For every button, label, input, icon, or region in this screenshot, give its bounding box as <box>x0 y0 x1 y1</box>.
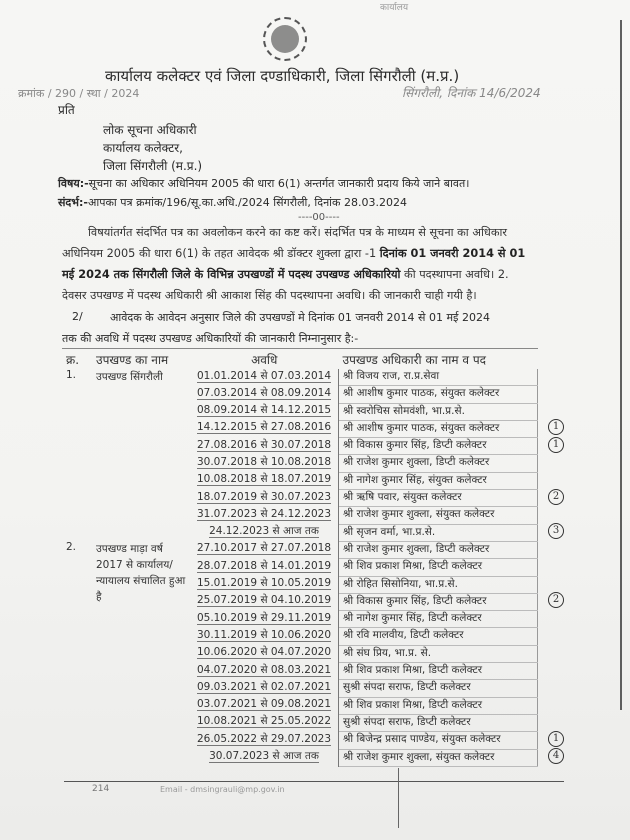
row-annotation <box>538 576 569 593</box>
header-period: अवधि <box>190 349 339 370</box>
paragraph-2-line-1: आवेदक के आवेदन अनुसार जिले की उपखण्डों मे दिनांक 01 जनवरी 2014 से 01 मई 2024 <box>110 311 490 324</box>
period-text: 05.10.2019 से 29.11.2019 <box>196 611 331 624</box>
row-period <box>190 663 339 680</box>
handwritten-circle-number: 1 <box>548 437 564 453</box>
row-period <box>190 576 339 593</box>
table-header-row <box>62 349 568 370</box>
period-text: 04.07.2020 से 08.03.2021 <box>196 663 331 676</box>
handwritten-circle-number: 4 <box>548 748 564 764</box>
page-edge <box>620 20 622 710</box>
row-period <box>190 611 339 628</box>
table-body <box>62 369 568 766</box>
row-period <box>190 403 339 420</box>
row-officer: श्री नागेश कुमार सिंह, डिप्टी कलेक्टर <box>339 611 538 628</box>
header-sn: क्र. <box>62 349 92 370</box>
period-text: 08.09.2014 से 14.12.2015 <box>196 404 331 417</box>
row-annotation <box>538 628 569 645</box>
row-annotation <box>538 663 569 680</box>
period-text: 27.10.2017 से 27.07.2018 <box>196 542 331 555</box>
row-annotation <box>538 611 569 628</box>
row-annotation <box>538 559 569 576</box>
to-label: प्रति <box>58 103 75 117</box>
period-text: 30.07.2018 से 10.08.2018 <box>196 455 331 468</box>
period-text: 09.03.2021 से 02.07.2021 <box>196 680 331 693</box>
row-annotation <box>538 749 569 766</box>
table-row <box>62 541 568 558</box>
row-annotation <box>538 455 569 472</box>
period-text: 24.12.2023 से आज तक <box>209 525 319 538</box>
row-annotation <box>538 732 569 749</box>
row-annotation <box>538 593 569 610</box>
row-period <box>190 507 339 524</box>
row-period <box>190 438 339 455</box>
row-officer: सुश्री संपदा सराफ, डिप्टी कलेक्टर <box>339 680 538 697</box>
period-text: 01.01.2014 से 07.03.2014 <box>196 370 331 382</box>
row-subdivision: उपखण्ड माड़ा वर्ष 2017 से कार्यालय/न्यायालय संचालित हुआ है <box>96 543 186 604</box>
header-annotation <box>538 349 569 370</box>
row-period <box>190 472 339 489</box>
row-subdivision: उपखण्ड सिंगरौली <box>96 371 163 383</box>
row-period <box>190 749 339 766</box>
divider-mark: ----00---- <box>298 212 340 223</box>
period-text: 10.08.2021 से 25.05.2022 <box>196 715 331 728</box>
row-officer: श्री रोहित सिसोनिया, भा.प्र.से. <box>339 576 538 593</box>
period-text: 07.03.2014 से 08.09.2014 <box>196 386 331 399</box>
period-text: 10.06.2020 से 04.07.2020 <box>196 646 331 659</box>
footer-email: Email - dmsingrauli@mp.gov.in <box>160 785 285 794</box>
row-officer: श्री आशीष कुमार पाठक, संयुक्त कलेक्टर <box>339 386 538 403</box>
handwritten-circle-number: 2 <box>548 592 564 608</box>
row-annotation <box>538 524 569 541</box>
row-period <box>190 697 339 714</box>
row-period <box>190 524 339 541</box>
address-line: जिला सिंगरौली (म.प्र.) <box>103 159 203 173</box>
row-period <box>190 680 339 697</box>
row-annotation <box>538 403 569 420</box>
row-serial: 2. <box>66 541 77 554</box>
handwritten-circle-number: 1 <box>548 731 564 747</box>
period-text: 31.07.2023 से 24.12.2023 <box>196 507 331 520</box>
row-period <box>190 714 339 731</box>
top-stamp: कार्यालय <box>380 3 409 13</box>
letter-date: सिंगरौली, दिनांक 14/6/2024 <box>402 86 541 100</box>
row-officer: श्री आशीष कुमार पाठक, संयुक्त कलेक्टर <box>339 420 538 437</box>
period-text: 26.05.2022 से 29.07.2023 <box>196 732 331 745</box>
address-line: लोक सूचना अधिकारी <box>103 123 197 137</box>
table-row <box>62 369 568 386</box>
period-text: 30.07.2023 से आज तक <box>209 750 319 763</box>
paragraph-1 <box>62 222 532 306</box>
paragraph-2-number: 2/ <box>72 310 83 323</box>
row-annotation <box>538 420 569 437</box>
emblem-center <box>271 25 299 53</box>
reference-text: आपका पत्र क्रमांक/196/सू.का.अधि./2024 सिंगरौली, दिनांक 28.03.2024 <box>87 196 407 209</box>
paragraph-1-part2: की पदस्थापना अवधि। 2. देवसर उपखण्ड में पदस्थ अधिकारी श्री आकाश सिंह की पदस्थापना अवधि। की जानकारी चाही गयी है। <box>62 268 509 302</box>
reference-line <box>58 195 407 210</box>
row-annotation <box>538 472 569 489</box>
row-officer: श्री राजेश कुमार शुक्ला, डिप्टी कलेक्टर <box>339 455 538 472</box>
row-officer: श्री विकास कुमार सिंह, डिप्टी कलेक्टर <box>339 438 538 455</box>
row-officer: श्री सृजन वर्मा, भा.प्र.से. <box>339 524 538 541</box>
header-subdivision: उपखण्ड का नाम <box>92 349 190 370</box>
footer-page-number: 214 <box>92 784 110 794</box>
period-text: 25.07.2019 से 04.10.2019 <box>196 594 331 607</box>
row-period <box>190 386 339 403</box>
row-period <box>190 593 339 610</box>
row-annotation <box>538 386 569 403</box>
period-text: 18.07.2019 से 30.07.2023 <box>196 490 331 503</box>
period-text: 27.08.2016 से 30.07.2018 <box>196 438 331 451</box>
row-period <box>190 369 339 386</box>
row-officer: सुश्री संपदा सराफ, डिप्टी कलेक्टर <box>339 714 538 731</box>
address-line: कार्यालय कलेक्टर, <box>103 141 183 155</box>
paragraph-2-line-2: तक की अवधि में पदस्थ उपखण्ड अधिकारियों की जानकारी निम्नानुसार है:- <box>62 332 359 345</box>
row-officer: श्री संघ प्रिय, भा.प्र. से. <box>339 645 538 662</box>
row-period <box>190 420 339 437</box>
row-period <box>190 490 339 507</box>
paragraph-1-part1: विषयांतर्गत संदर्भित पत्र का अवलोकन करने का कष्ट करें। संदर्भित पत्र के माध्यम से सूचना का अधिकार अधिनियम 2005 की धारा 6(1) के तहत आवेदक श्री डॉक्टर शुक्ला द्वारा -1 <box>62 226 508 260</box>
header-officer: उपखण्ड अधिकारी का नाम व पद <box>339 349 538 370</box>
row-officer: श्री स्वरोचिस सोमवंशी, भा.प्र.से. <box>339 403 538 420</box>
officers-table <box>62 348 568 767</box>
subject-text: सूचना का अधिकार अधिनियम 2005 की धारा 6(1) अन्तर्गत जानकारी प्रदाय किये जाने बावत। <box>88 177 470 190</box>
row-officer: श्री शिव प्रकाश मिश्रा, डिप्टी कलेक्टर <box>339 663 538 680</box>
period-text: 30.11.2019 से 10.06.2020 <box>196 628 331 641</box>
period-text: 15.01.2019 से 10.05.2019 <box>196 577 331 590</box>
reference-number: क्रमांक / 290 / स्था / 2024 <box>18 87 140 100</box>
row-officer: श्री नागेश कुमार सिंह, संयुक्त कलेक्टर <box>339 472 538 489</box>
row-annotation <box>538 680 569 697</box>
row-annotation <box>538 645 569 662</box>
row-period <box>190 455 339 472</box>
subject-label: विषय:- <box>58 177 89 190</box>
row-period <box>190 732 339 749</box>
handwritten-circle-number: 2 <box>548 489 564 505</box>
row-annotation <box>538 697 569 714</box>
period-text: 10.08.2018 से 18.07.2019 <box>196 473 331 486</box>
row-officer: श्री राजेश कुमार शुक्ला, संयुक्त कलेक्टर <box>339 507 538 524</box>
row-period <box>190 628 339 645</box>
period-text: 28.07.2018 से 14.01.2019 <box>196 559 331 572</box>
row-serial: 1. <box>66 369 77 381</box>
row-officer: श्री शिव प्रकाश मिश्रा, डिप्टी कलेक्टर <box>339 559 538 576</box>
row-officer: श्री राजेश कुमार शुक्ला, संयुक्त कलेक्टर <box>339 749 538 766</box>
row-annotation <box>538 369 569 386</box>
state-emblem-icon <box>263 17 307 61</box>
row-officer: श्री बिजेन्द्र प्रसाद पाण्डेय, संयुक्त कलेक्टर <box>339 732 538 749</box>
paragraph-1-bold: दिनांक 01 जनवरी 2014 से 01 मई 2024 तक सिंगरौली जिले के विभिन्न उपखण्डों में पदस्थ उपखण्ड अधिकारियो <box>62 247 526 281</box>
row-officer: श्री शिव प्रकाश मिश्रा, डिप्टी कलेक्टर <box>339 697 538 714</box>
row-officer: श्री ऋषि पवार, संयुक्त कलेक्टर <box>339 490 538 507</box>
row-annotation <box>538 541 569 558</box>
handwritten-circle-number: 1 <box>548 419 564 435</box>
row-period <box>190 541 339 558</box>
period-text: 14.12.2015 से 27.08.2016 <box>196 421 331 434</box>
row-period <box>190 645 339 662</box>
row-annotation <box>538 714 569 731</box>
office-title: कार्यालय कलेक्टर एवं जिला दण्डाधिकारी, जिला सिंगरौली (म.प्र.) <box>105 67 460 85</box>
row-officer: श्री रवि मालवीय, डिप्टी कलेक्टर <box>339 628 538 645</box>
handwritten-mark <box>398 768 429 828</box>
row-period <box>190 559 339 576</box>
reference-label: संदर्भ:- <box>58 196 88 209</box>
period-text: 03.07.2021 से 09.08.2021 <box>196 698 331 711</box>
row-annotation <box>538 438 569 455</box>
row-officer: श्री विकास कुमार सिंह, डिप्टी कलेक्टर <box>339 593 538 610</box>
subject-line <box>58 176 469 191</box>
row-officer: श्री विजय राज, रा.प्र.सेवा <box>339 369 538 386</box>
handwritten-circle-number: 3 <box>548 523 564 539</box>
row-officer: श्री राजेश कुमार शुक्ला, डिप्टी कलेक्टर <box>339 541 538 558</box>
footer-line <box>64 781 564 782</box>
row-annotation <box>538 507 569 524</box>
row-annotation <box>538 490 569 507</box>
